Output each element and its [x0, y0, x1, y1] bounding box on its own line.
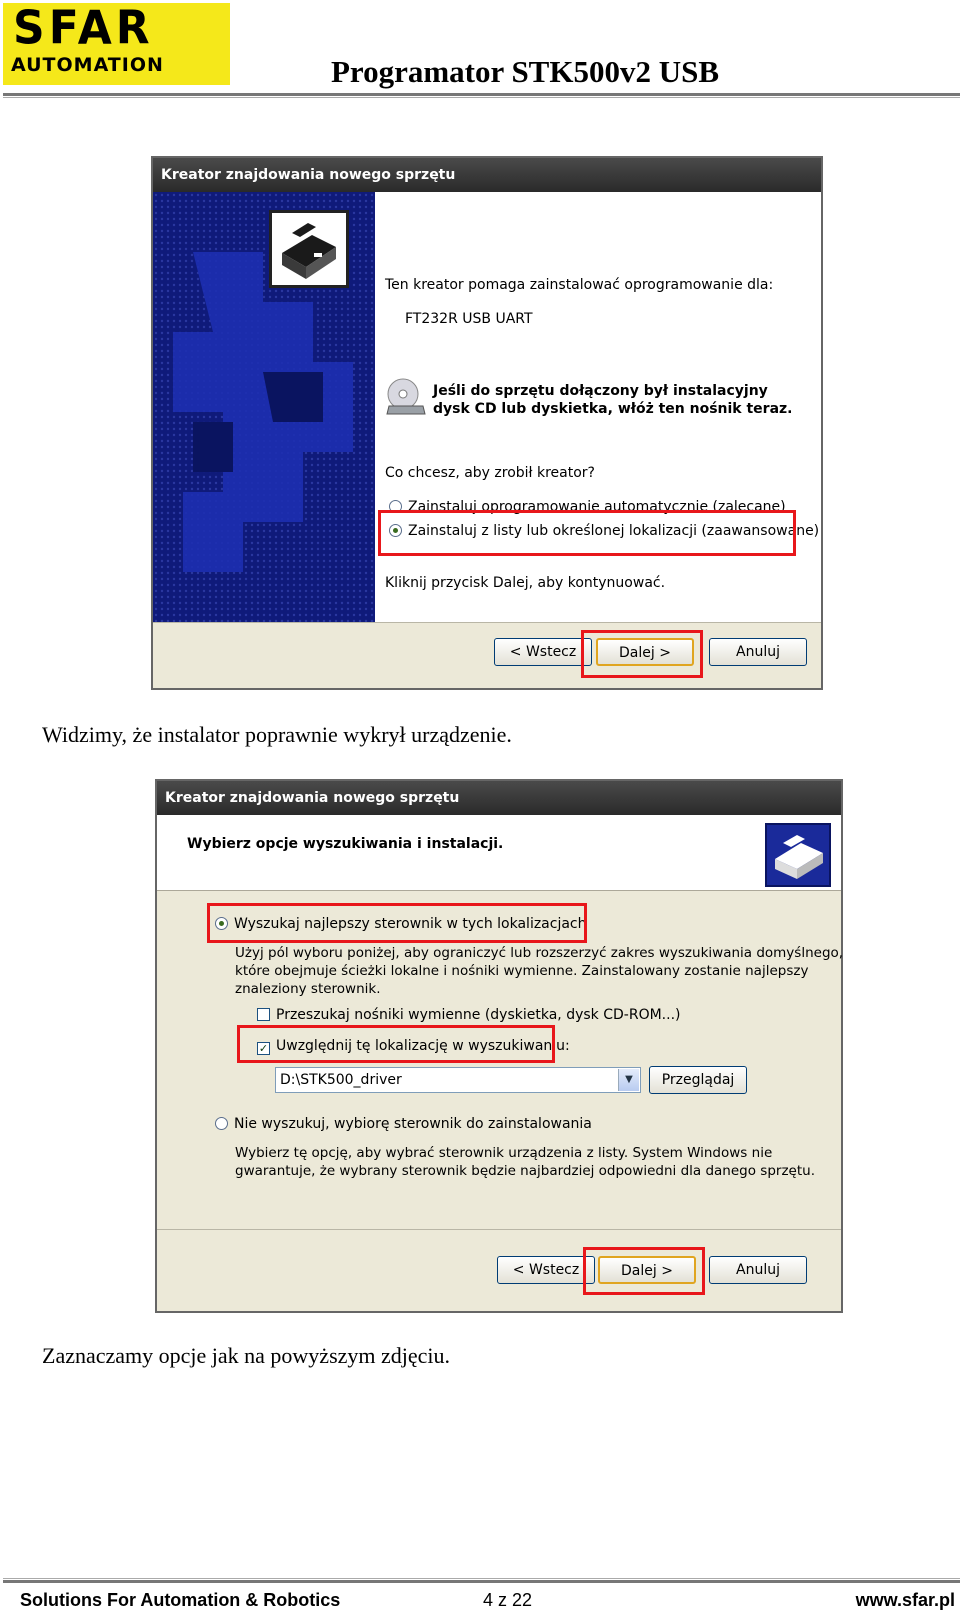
dialog-titlebar: Kreator znajdowania nowego sprzętu — [153, 158, 821, 192]
back-button[interactable]: < Wstecz — [497, 1256, 595, 1284]
search-description-line3: znaleziony sterownik. — [235, 981, 381, 997]
cancel-button[interactable]: Anuluj — [709, 1256, 807, 1284]
device-name: FT232R USB UART — [405, 311, 533, 327]
nosearch-description-line1: Wybierz tę opcję, aby wybrać sterownik urządzenia z listy. System Windows nie — [235, 1145, 773, 1161]
header-rule-thin — [3, 97, 960, 98]
highlight-frame-option — [378, 510, 796, 556]
logo-main-text: SFAR — [13, 1, 154, 56]
document-title: Programator STK500v2 USB — [330, 54, 720, 89]
continue-hint: Kliknij przycisk Dalej, aby kontynuować. — [385, 575, 666, 591]
location-path-value: D:\STK500_driver — [280, 1072, 402, 1088]
radio-install-auto-label: Zainstaluj oprogramowanie automatycznie (zalecane) — [408, 499, 786, 515]
logo-sub-text: AUTOMATION — [11, 54, 164, 76]
page-number: 4 z 22 — [483, 1590, 533, 1610]
checkbox-icon[interactable] — [257, 1008, 270, 1021]
checkbox-checked-icon[interactable]: ✓ — [258, 1042, 269, 1055]
radio-do-not-search-label: Nie wyszukuj, wybiorę sterownik do zainstalowania — [234, 1116, 592, 1132]
checkbox-include-location-label: Uwzględnij tę lokalizację w wyszukiwaniu: — [276, 1038, 570, 1054]
footer-website-link[interactable]: www.sfar.pl — [855, 1590, 955, 1610]
cancel-button[interactable]: Anuluj — [709, 638, 807, 666]
cd-drive-icon — [385, 376, 427, 418]
wizard-dialog-welcome — [151, 156, 823, 690]
next-button[interactable]: Dalej > — [598, 1256, 696, 1284]
dialog-titlebar: Kreator znajdowania nowego sprzętu — [157, 781, 841, 815]
location-combobox[interactable] — [275, 1067, 641, 1093]
back-button[interactable]: < Wstecz — [494, 638, 592, 666]
browse-button[interactable]: Przeglądaj — [649, 1066, 747, 1094]
hardware-icon — [765, 823, 831, 887]
radio-search-best-driver-label: Wyszukaj najlepszy sterownik w tych lokalizacjach — [234, 916, 587, 932]
caption-detected: Widzimy, że instalator poprawnie wykrył urządzenie. — [42, 722, 512, 747]
checkbox-search-removable-label: Przeszukaj nośniki wymienne (dyskietka, dysk CD-ROM...) — [276, 1007, 681, 1023]
footer-company: Solutions For Automation & Robotics — [20, 1590, 341, 1610]
chevron-down-icon[interactable]: ▼ — [618, 1069, 639, 1091]
highlight-frame-next — [581, 630, 703, 678]
wizard-intro-text: Ten kreator pomaga zainstalować oprogramowanie dla: — [385, 277, 774, 293]
cd-instruction-line1: Jeśli do sprzętu dołączony był instalacyjny — [433, 383, 768, 399]
wizard-step-heading: Wybierz opcje wyszukiwania i instalacji. — [187, 836, 504, 852]
footer-rule-thin — [3, 1578, 960, 1579]
header-rule — [3, 93, 960, 96]
radio-button-icon[interactable] — [215, 1117, 228, 1130]
highlight-frame-location-option — [237, 1025, 555, 1063]
cd-instruction-line2: dysk CD lub dyskietka, włóż ten nośnik teraz. — [433, 401, 793, 417]
wizard-header-area — [157, 815, 841, 891]
highlight-frame-search-option — [207, 903, 587, 943]
footer-rule — [3, 1580, 960, 1583]
search-description-line2: które obejmuje ścieżki lokalne i nośniki wymienne. Zainstalowany zostanie najlepszy — [235, 963, 809, 979]
wizard-question: Co chcesz, aby zrobił kreator? — [385, 465, 595, 481]
radio-install-from-list-label: Zainstaluj z listy lub określonej lokalizacji (zaawansowane) — [408, 523, 820, 539]
caption-select-options: Zaznaczamy opcje jak na powyższym zdjęciu. — [42, 1343, 451, 1368]
wizard-dialog-search-options — [155, 779, 843, 1313]
highlight-frame-next — [583, 1247, 705, 1295]
nosearch-description-line2: gwarantuje, że wybrany sterownik będzie najbardziej odpowiedni dla danego sprzętu. — [235, 1163, 815, 1179]
next-button[interactable]: Dalej > — [596, 638, 694, 666]
hardware-icon — [269, 210, 349, 288]
radio-do-not-search[interactable] — [215, 1115, 592, 1133]
search-description-line1: Użyj pól wyboru poniżej, aby ograniczyć lub rozszerzyć zakres wyszukiwania domyślnego, — [235, 945, 844, 961]
checkbox-search-removable[interactable] — [257, 1006, 680, 1024]
